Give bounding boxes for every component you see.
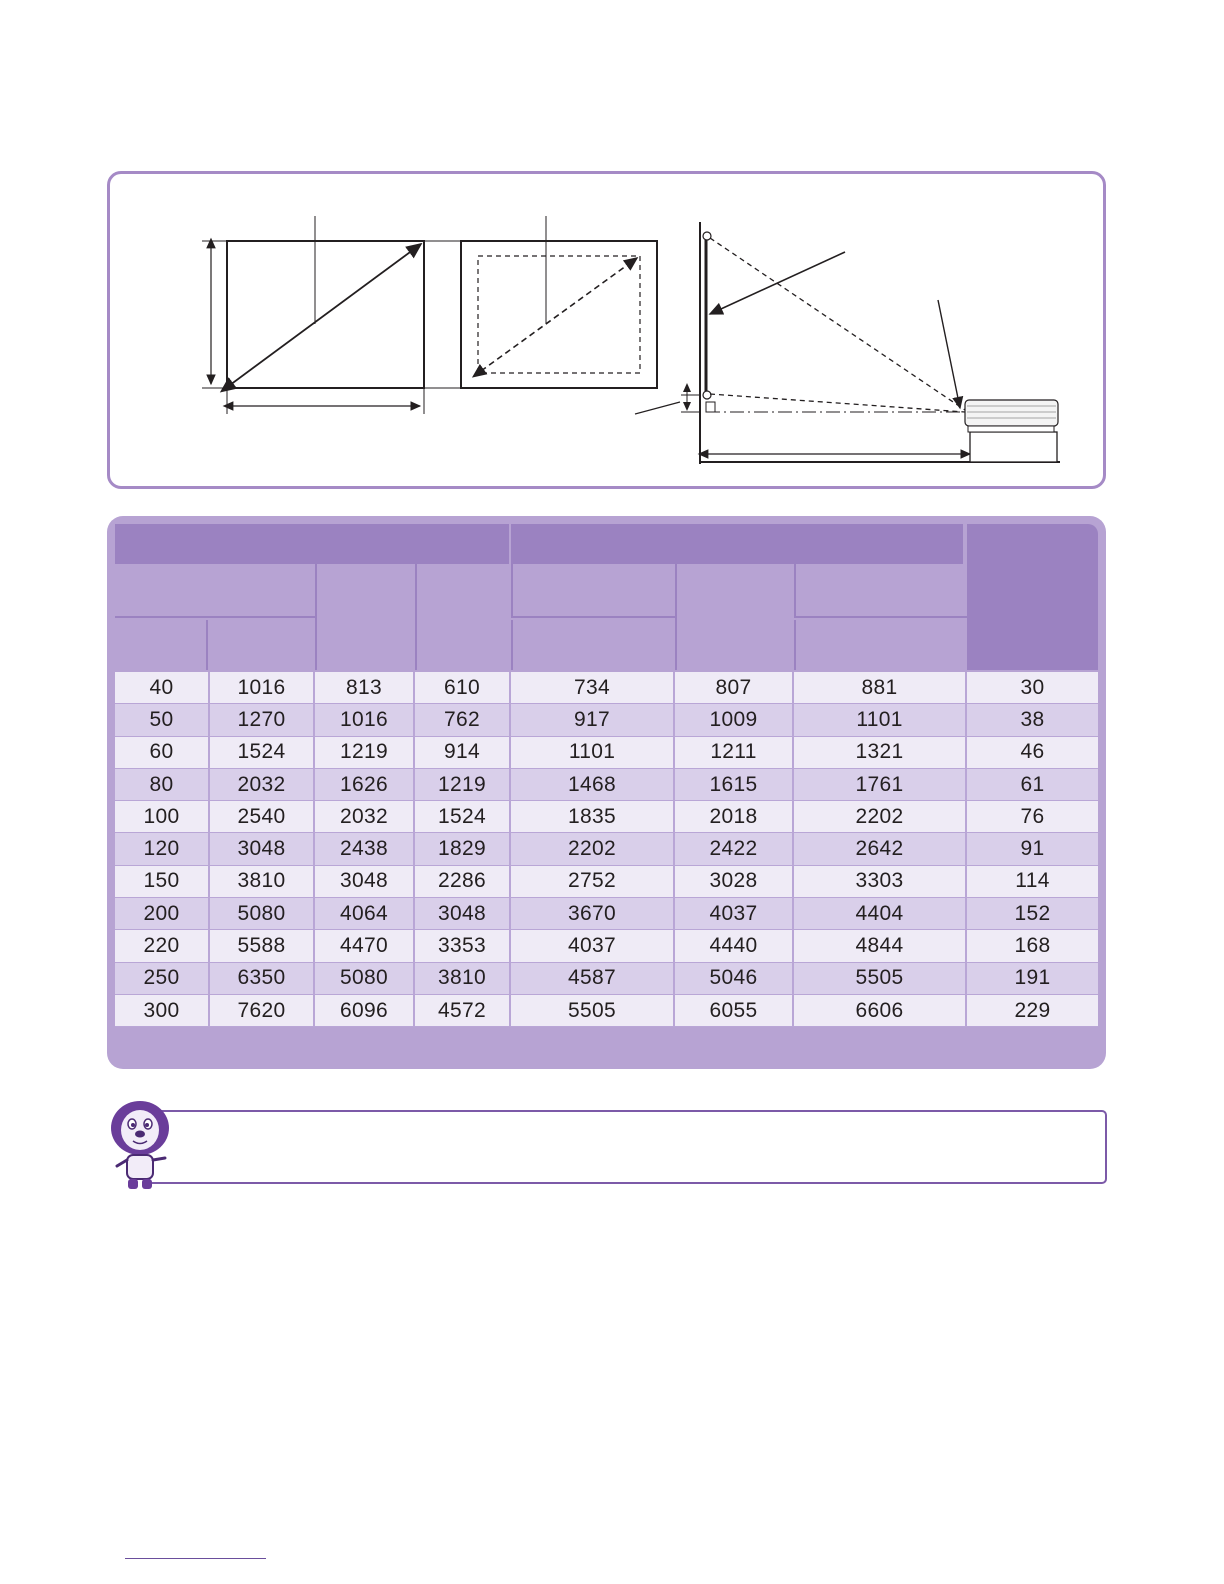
header-diagonal-mm [210, 620, 315, 670]
header-min-distance [511, 564, 675, 618]
cell-width-mm: 6096 [315, 995, 415, 1026]
cell-vertical-offset: 61 [1020, 772, 1045, 796]
note-box [145, 1110, 1107, 1184]
cell-max-distance: 4844 [794, 930, 967, 961]
header-diagonal-group [115, 564, 315, 618]
cell-min-distance: 2752 [511, 866, 675, 897]
table-body [115, 672, 1098, 1027]
cell-height-mm: 3353 [415, 930, 511, 961]
cell-avg-distance: 2422 [675, 833, 794, 864]
cell-diagonal-inch: 50 [115, 704, 210, 735]
header-vertical-offset [967, 524, 1098, 670]
cell-avg-distance: 807 [675, 672, 794, 703]
cell-diagonal-mm: 3048 [210, 833, 315, 864]
table-row [115, 769, 1098, 801]
cell-max-distance: 1321 [794, 737, 967, 768]
cell-min-distance: 3670 [511, 898, 675, 929]
footer-rule [125, 1558, 266, 1559]
cell-width-mm: 3048 [315, 866, 415, 897]
header-min-distance-sub [511, 620, 675, 670]
cell-min-distance: 5505 [511, 995, 675, 1026]
cell-diagonal-mm: 1524 [210, 737, 315, 768]
cell-avg-distance: 6055 [675, 995, 794, 1026]
cell-width-mm: 1219 [315, 737, 415, 768]
lion-mascot-icon [107, 1100, 173, 1192]
cell-vertical-offset: 152 [1014, 901, 1051, 925]
cell-height-mm: 1219 [415, 769, 511, 800]
cell-width-mm: 4064 [315, 898, 415, 929]
projection-diagram [110, 174, 1109, 492]
cell-width-mm: 1016 [315, 704, 415, 735]
table-row [115, 898, 1098, 930]
table-row [115, 833, 1098, 865]
cell-height-mm: 4572 [415, 995, 511, 1026]
cell-vertical-offset: 168 [1014, 934, 1051, 958]
cell-diagonal-mm: 6350 [210, 963, 315, 994]
cell-max-distance: 1101 [794, 704, 967, 735]
cell-diagonal-inch: 250 [115, 963, 210, 994]
cell-avg-distance: 2018 [675, 801, 794, 832]
cell-max-distance: 2202 [794, 801, 967, 832]
cell-width-mm: 5080 [315, 963, 415, 994]
cell-height-mm: 762 [415, 704, 511, 735]
cell-vertical-offset: 38 [1020, 707, 1045, 731]
cell-avg-distance: 1211 [675, 737, 794, 768]
cell-max-distance: 5505 [794, 963, 967, 994]
table-row [115, 672, 1098, 704]
cell-vertical-offset: 191 [1014, 966, 1051, 990]
table-row [115, 801, 1098, 833]
cell-diagonal-inch: 120 [115, 833, 210, 864]
cell-avg-distance: 4440 [675, 930, 794, 961]
cell-diagonal-inch: 80 [115, 769, 210, 800]
cell-diagonal-inch: 200 [115, 898, 210, 929]
cell-height-mm: 3048 [415, 898, 511, 929]
cell-max-distance: 2642 [794, 833, 967, 864]
table-row [115, 930, 1098, 962]
cell-diagonal-mm: 5080 [210, 898, 315, 929]
cell-height-mm: 610 [415, 672, 511, 703]
cell-max-distance: 6606 [794, 995, 967, 1026]
projection-diagram-panel [107, 171, 1106, 489]
cell-max-distance: 1761 [794, 769, 967, 800]
cell-diagonal-mm: 2540 [210, 801, 315, 832]
cell-diagonal-inch: 100 [115, 801, 210, 832]
cell-vertical-offset: 76 [1020, 804, 1045, 828]
cell-avg-distance: 4037 [675, 898, 794, 929]
screen-diagonal-icon [202, 216, 424, 414]
cell-diagonal-mm: 1016 [210, 672, 315, 703]
table-row [115, 737, 1098, 769]
cell-height-mm: 2286 [415, 866, 511, 897]
header-max-distance-sub [794, 620, 967, 670]
projector-icon [965, 400, 1058, 462]
cell-min-distance: 734 [511, 672, 675, 703]
cell-max-distance: 4404 [794, 898, 967, 929]
cell-vertical-offset: 46 [1020, 740, 1045, 764]
cell-height-mm: 1524 [415, 801, 511, 832]
header-screen-dimensions [115, 524, 509, 564]
table-row [115, 704, 1098, 736]
cell-width-mm: 4470 [315, 930, 415, 961]
cell-height-mm: 914 [415, 737, 511, 768]
cell-max-distance: 3303 [794, 866, 967, 897]
cell-diagonal-mm: 7620 [210, 995, 315, 1026]
cell-min-distance: 4587 [511, 963, 675, 994]
header-max-distance [794, 564, 967, 618]
cell-height-mm: 3810 [415, 963, 511, 994]
cell-vertical-offset: 229 [1014, 998, 1051, 1022]
cell-diagonal-mm: 1270 [210, 704, 315, 735]
cell-avg-distance: 5046 [675, 963, 794, 994]
cell-max-distance: 881 [794, 672, 967, 703]
header-avg-distance [675, 564, 794, 670]
cell-diagonal-inch: 220 [115, 930, 210, 961]
header-width [315, 564, 415, 670]
cell-vertical-offset: 91 [1020, 837, 1045, 861]
cell-avg-distance: 3028 [675, 866, 794, 897]
projected-image-dashed-icon [424, 216, 657, 388]
header-projection-distance [511, 524, 963, 564]
cell-vertical-offset: 30 [1020, 675, 1045, 699]
cell-min-distance: 2202 [511, 833, 675, 864]
cell-diagonal-inch: 40 [115, 672, 210, 703]
cell-min-distance: 1101 [511, 737, 675, 768]
cell-diagonal-mm: 2032 [210, 769, 315, 800]
cell-diagonal-inch: 150 [115, 866, 210, 897]
cell-diagonal-mm: 5588 [210, 930, 315, 961]
cell-avg-distance: 1615 [675, 769, 794, 800]
header-height [415, 564, 511, 670]
cell-min-distance: 4037 [511, 930, 675, 961]
cell-width-mm: 1626 [315, 769, 415, 800]
header-diagonal-inch [115, 620, 208, 670]
cell-min-distance: 917 [511, 704, 675, 735]
table-row [115, 866, 1098, 898]
cell-diagonal-inch: 60 [115, 737, 210, 768]
table-row [115, 963, 1098, 995]
cell-width-mm: 813 [315, 672, 415, 703]
cell-width-mm: 2032 [315, 801, 415, 832]
cell-height-mm: 1829 [415, 833, 511, 864]
cell-avg-distance: 1009 [675, 704, 794, 735]
cell-width-mm: 2438 [315, 833, 415, 864]
cell-diagonal-inch: 300 [115, 995, 210, 1026]
cell-min-distance: 1835 [511, 801, 675, 832]
cell-vertical-offset: 114 [1015, 869, 1050, 893]
cell-diagonal-mm: 3810 [210, 866, 315, 897]
cell-min-distance: 1468 [511, 769, 675, 800]
projection-distance-table [107, 516, 1106, 1069]
table-row [115, 995, 1098, 1027]
